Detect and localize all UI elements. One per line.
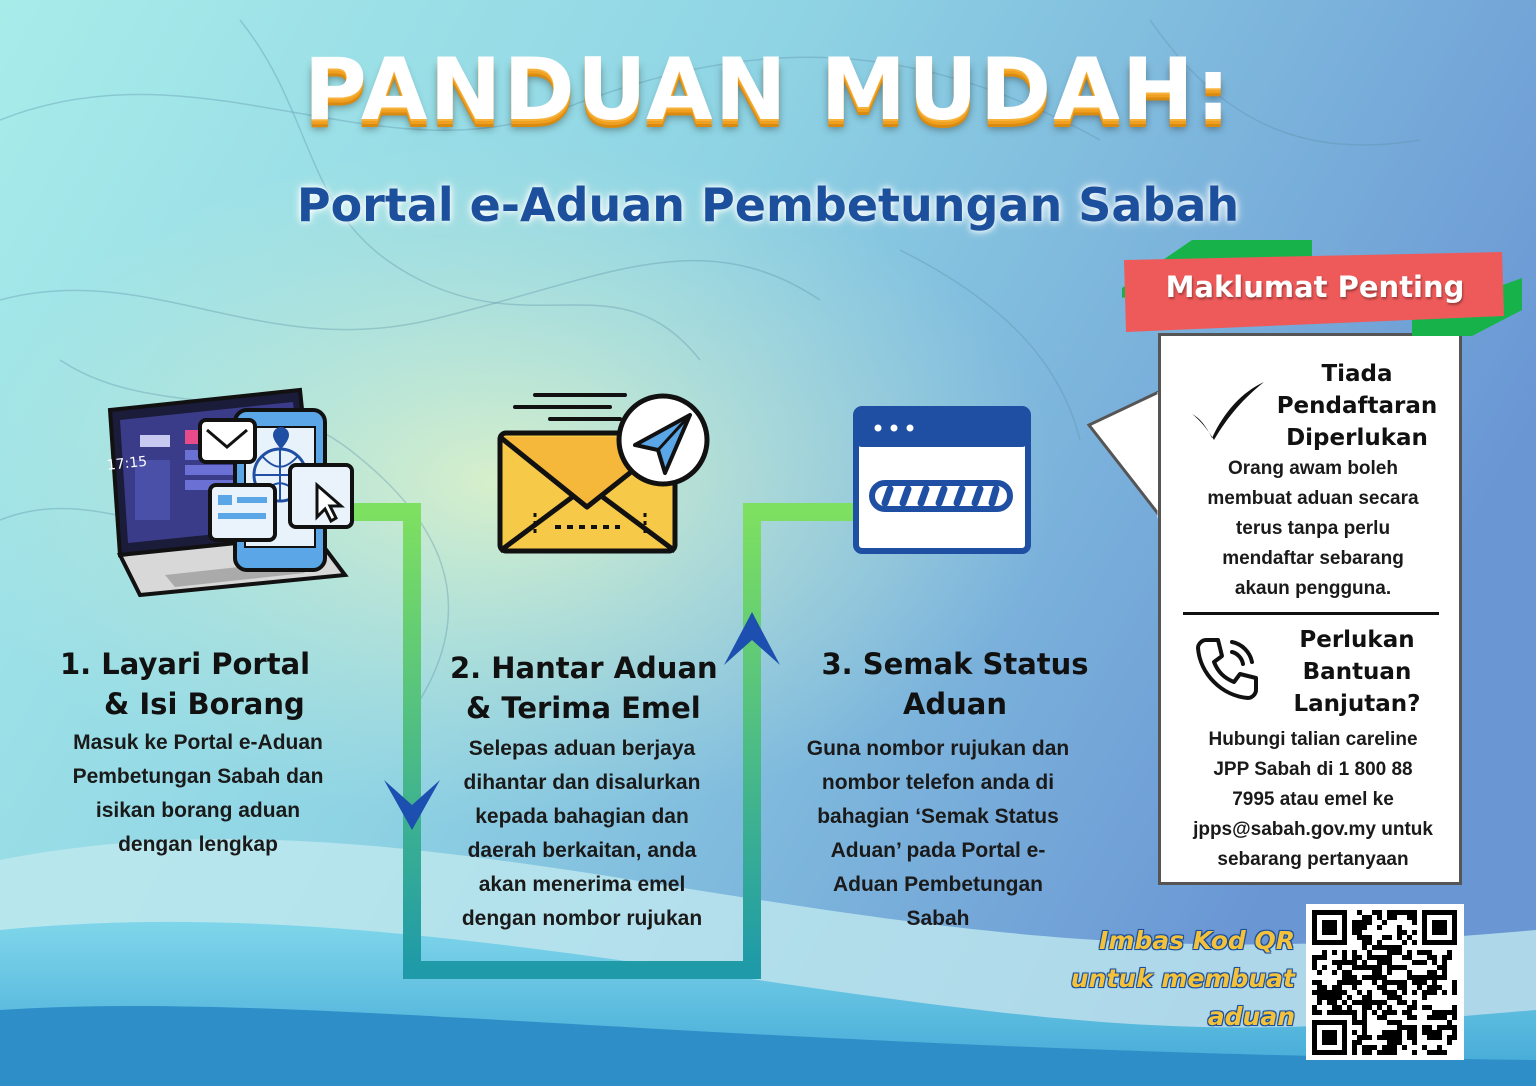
careline-email: jpps@sabah.gov.my untuk	[1193, 819, 1433, 840]
browser-progress-icon	[852, 405, 1032, 555]
qr-code-icon[interactable]	[1306, 904, 1464, 1060]
panel-divider	[1183, 612, 1439, 615]
page-title: PANDUAN MUDAH:	[303, 40, 1233, 140]
step-3-title: 3. Semak Status Aduan	[821, 647, 1089, 721]
page-subtitle: Portal e-Aduan Pembetungan Sabah	[296, 178, 1240, 232]
qr-code-graphic	[1306, 904, 1464, 1060]
laptop-phone-icon	[95, 385, 360, 600]
step-2-title: 2. Hantar Aduan & Terima Emel	[450, 651, 718, 725]
step-1-title: 1. Layari Portal & Isi Borang	[60, 647, 311, 721]
step-2-description: Selepas aduan berjaya dihantar dan disalurkan kepada bahagian dan daerah berkaitan, anda akan menerima emel dengan nombor rujukan	[461, 737, 703, 930]
svg-text:17:15: 17:15	[106, 453, 148, 474]
qr-caption: Imbas Kod QR untuk membuat aduan	[1070, 926, 1295, 1031]
step-1-description: Masuk ke Portal e-Aduan Pembetungan Sabah dan isikan borang aduan dengan lengkap	[72, 731, 324, 856]
section-2-text: Hubungi talian careline JPP Sabah di 1 800 88 7995 atau emel ke jpps@sabah.gov.my untuk sebarang pertanyaan	[1163, 725, 1463, 875]
email-send-icon	[495, 385, 715, 560]
section-2-heading: Perlukan Bantuan Lanjutan?	[1293, 627, 1421, 717]
section-1-heading: Tiada Pendaftaran Diperlukan	[1276, 361, 1438, 451]
speech-bubble-tail	[1085, 380, 1165, 530]
step-3-description: Guna nombor rujukan dan nombor telefon anda di bahagian ‘Semak Status Aduan’ pada Portal e- Aduan Pembetungan Sabah	[806, 737, 1070, 930]
section-1-text: Orang awam boleh membuat aduan secara terus tanpa perlu mendaftar sebarang akaun pengguna.	[1207, 458, 1419, 599]
checkmark-icon	[1188, 378, 1268, 444]
info-banner-title: Maklumat Penting	[1165, 270, 1465, 304]
phone-call-icon	[1192, 634, 1262, 704]
